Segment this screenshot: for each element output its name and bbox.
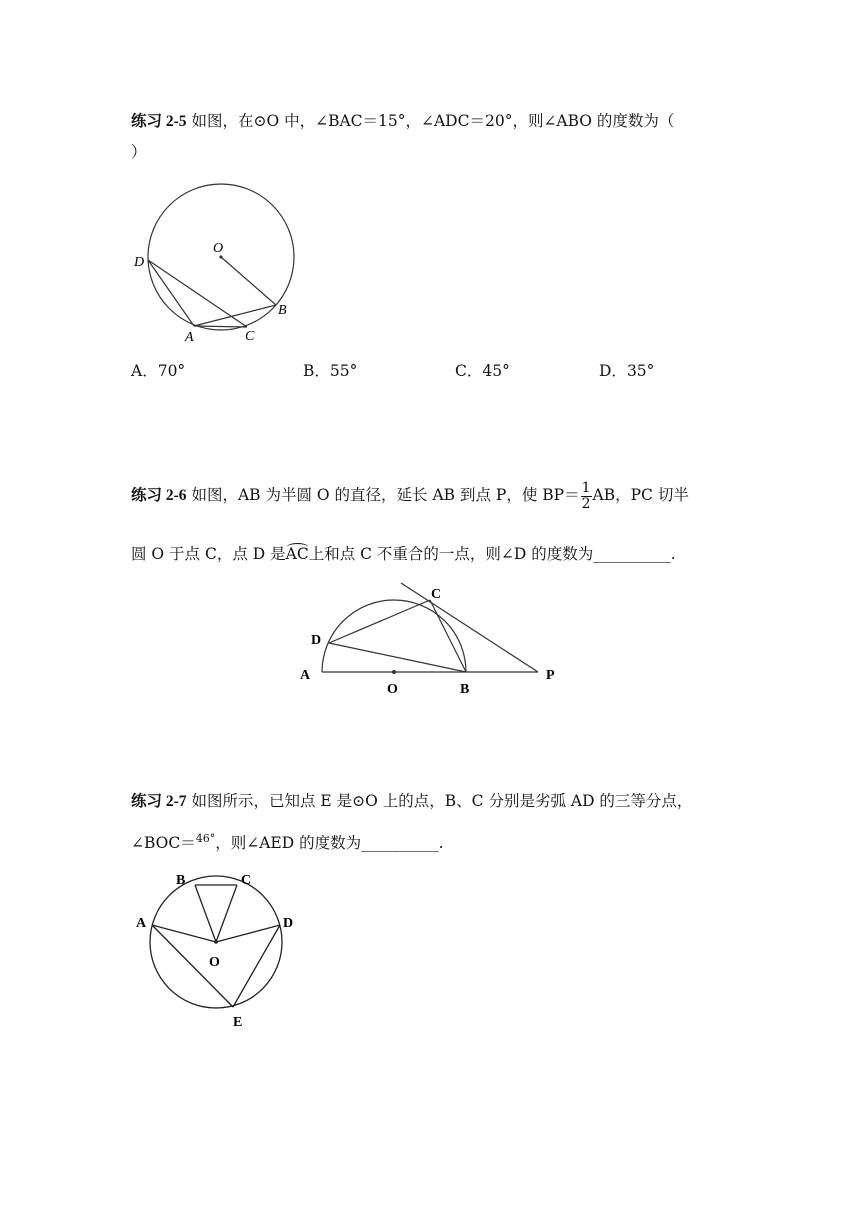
q26-fraction-denominator: 2: [581, 495, 591, 512]
q25-option-b: [303, 359, 357, 381]
q27-text-b: ∠BOC＝: [131, 834, 196, 852]
q25-option-a-letter: A．: [131, 362, 158, 380]
q25-line2: [131, 141, 147, 163]
q26-arc-ac: AC: [285, 545, 309, 563]
q25-option-c: [455, 359, 510, 381]
q26-label-O: O: [387, 682, 398, 697]
q25-label-C: C: [245, 329, 255, 344]
q27-segment-AE: [152, 925, 233, 1007]
q27-label-C: C: [241, 873, 252, 888]
q27-center-dot: [214, 940, 218, 944]
q25-label-D: D: [134, 255, 145, 270]
q25-option-c-value: 45°: [482, 362, 510, 380]
q26-text-a: 如图，AB 为半圆 O 的直径，延长 AB 到点 P，使 BP＝: [186, 486, 580, 504]
q27-label-B: B: [176, 873, 186, 888]
q26-label: 练习 2-6: [131, 487, 187, 504]
q25-text-close: ）: [131, 143, 147, 161]
q25-option-c-letter: C．: [455, 362, 483, 380]
q25-option-d-value: 35°: [626, 362, 655, 380]
q26-label-A: A: [300, 668, 311, 683]
q27-segment-OC: [216, 885, 237, 942]
q26-segment-DB: [329, 643, 466, 672]
q25-label: 练习 2-5: [131, 113, 187, 130]
q26-fraction: [581, 481, 592, 512]
q27-line1: [131, 790, 692, 813]
q25-option-d: [599, 359, 654, 381]
q27-label: 练习 2-7: [131, 793, 187, 810]
q27-text-a: 如图所示，已知点 E 是⊙O 上的点，B、C 分别是劣弧 AD 的三等分点，: [186, 792, 693, 810]
q25-text: 如图，在⊙O 中，∠BAC＝15°，∠ADC＝20°，则∠ABO 的度数为（: [186, 112, 675, 130]
q26-fraction-numerator: 1: [581, 479, 591, 496]
q26-text-d: 上和点 C 不重合的一点，则∠D 的度数为__________.: [308, 545, 676, 563]
q25-option-b-value: 55°: [329, 362, 358, 380]
q25-label-A: A: [185, 330, 194, 345]
q26-label-P: P: [546, 668, 555, 683]
q27-segment-OD: [216, 925, 280, 942]
q26-label-C: C: [431, 587, 442, 602]
q27-label-D: D: [283, 916, 294, 931]
q26-segment-DC: [329, 600, 430, 643]
q25-label-O: O: [213, 241, 224, 256]
q26-text-c: 圆 O 于点 C，点 D 是: [131, 545, 286, 563]
q26-line2: [131, 543, 676, 565]
q26-line1: [131, 478, 689, 513]
q27-segment-OB: [195, 885, 216, 942]
q25-segment-DC: [148, 260, 247, 327]
q25-segment-DA: [148, 260, 194, 326]
q26-text-b: AB，PC 切半: [592, 486, 689, 504]
q27-line2: [131, 828, 444, 854]
q25-option-b-letter: B．: [303, 362, 330, 380]
q25-option-d-letter: D．: [599, 362, 627, 380]
q27-segment-OA: [152, 925, 216, 942]
q25-segment-OB: [221, 257, 276, 305]
q25-label-B: B: [278, 303, 287, 318]
q26-center-dot: [392, 670, 396, 674]
q25-figure: [128, 178, 308, 348]
q27-label-O: O: [209, 955, 220, 970]
q26-segment-CB: [430, 600, 466, 672]
q26-label-D: D: [311, 633, 322, 648]
q27-label-A: A: [136, 916, 147, 931]
q26-label-B: B: [460, 682, 470, 697]
q26-tangent-PC: [401, 583, 538, 672]
q25-option-a: [131, 359, 185, 381]
q25-option-a-value: 70°: [157, 362, 186, 380]
q27-text-c: ，则∠AED 的度数为__________.: [215, 834, 444, 852]
q25-line1: [131, 110, 674, 133]
q26-figure: [290, 578, 570, 708]
q27-label-E: E: [233, 1015, 243, 1030]
q27-angle: 46°: [195, 832, 216, 845]
q27-figure: [130, 865, 310, 1035]
